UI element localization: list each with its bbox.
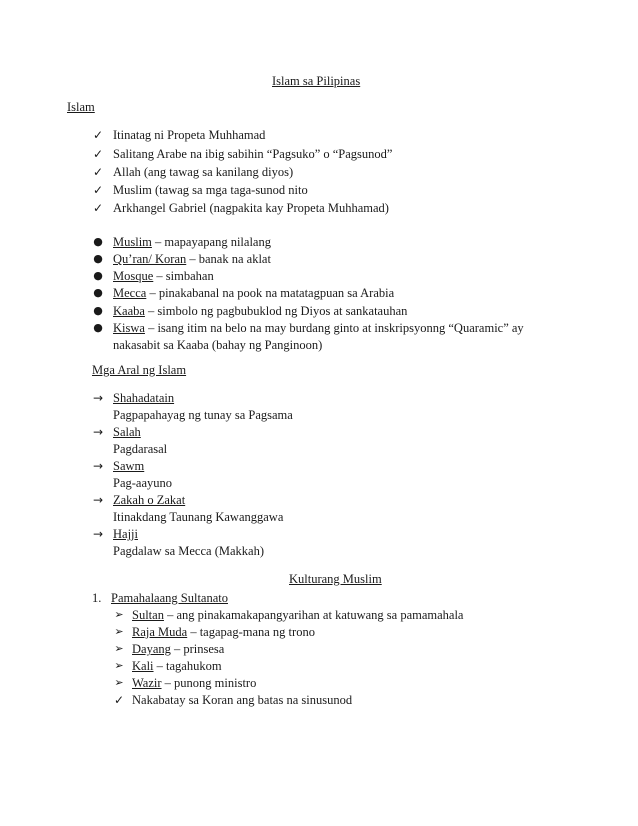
arrow-right-icon: →	[92, 391, 104, 405]
arrow-right-icon: →	[92, 425, 104, 439]
term-definition: – pinakabanal na pook na matatagpuan sa Arabia	[146, 286, 395, 300]
diamond-arrow-icon: ➢	[114, 642, 124, 655]
aral-heading: Mga Aral ng Islam	[92, 363, 187, 377]
arrow-right-icon: →	[92, 459, 104, 473]
term: Mecca	[113, 286, 147, 300]
term: Kaaba	[113, 304, 145, 318]
page-title: Islam sa Pilipinas	[272, 74, 361, 88]
term-definition: – mapayapang nilalang	[151, 235, 271, 249]
term-definition: – prinsesa	[170, 642, 225, 656]
check-icon: ✓	[92, 128, 104, 142]
term-definition: – isang itim na belo na may burdang ginto at inskripsyonng “Quaramic” ay	[144, 321, 524, 335]
term-definition: – simbolo ng pagbubuklod ng Diyos at sankatauhan	[144, 304, 408, 318]
document-page: Islam sa Pilipinas Islam ✓ Itinatag ni Propeta Muhhamad ✓ Salitang Arabe na ibig sabihin “Pagsuko” o “Pagsunod” ✓ Allah (ang tawag sa kanilang diyos) ✓ Muslim (tawag sa mga taga-sunod nito ✓ Arkhangel Gabriel (nagpakita kay Propeta Muhhamad) ● Muslim – mapayapang nilalang ● Qu’ran/ Koran – banak na aklat ● Mosque – simbahan ● Mecca – pinakabanal na pook na matatagpuan sa Arabia ● Kaaba – simbolo ng pagbubuklod ng Diyos at sankatauhan ● Kiswa – isang itim na belo na may burdang ginto at inskripsyonng “Quaramic” ay nakasabit sa Kaaba (bahay ng Panginoon) Mga Aral ng Islam → Shahadatain Pagpapahayag ng tunay sa Pagsama → Salah Pagdarasal → Sawm Pag-aayuno → Zakah o Zakat Itinakdang Taunang Kawanggawa → Hajji Pagdalaw sa Mecca (Makkah) Kulturang Muslim 1. Pamahalaang Sultanato ➢ Sultan – ang pinakamakapangyarihan at katuwang sa pamamahala ➢ Raja Muda – tagapag-mana ng trono ➢ Dayang – prinsesa ➢ Kali – tagahukom ➢ Wazir – punong ministro ✓ Nakabatay sa Koran ang batas na sinusunod	[67, 74, 524, 707]
term: Muslim	[113, 235, 152, 249]
diamond-arrow-icon: ➢	[114, 659, 124, 672]
check-icon: ✓	[92, 165, 104, 179]
term-definition: – banak na aklat	[186, 252, 271, 266]
term: Raja Muda	[132, 625, 188, 639]
term: Mosque	[113, 269, 154, 283]
term: Kali	[132, 659, 154, 673]
check-icon: ✓	[113, 693, 125, 707]
check-icon: ✓	[92, 147, 104, 161]
arrow-right-icon: →	[92, 527, 104, 541]
term: Dayang	[132, 642, 171, 656]
bullet-icon: ●	[93, 321, 103, 334]
diamond-arrow-icon: ➢	[114, 625, 124, 638]
term-definition-continued: nakasabit sa Kaaba (bahay ng Panginoon)	[113, 338, 323, 352]
check-icon: ✓	[92, 183, 104, 197]
term-definition: – tagapag-mana ng trono	[187, 625, 315, 639]
bullet-icon: ●	[93, 304, 103, 317]
term-definition: – ang pinakamakapangyarihan at katuwang sa pamamahala	[163, 608, 464, 622]
kultura-note: Nakabatay sa Koran ang batas na sinusunod	[132, 693, 353, 707]
term: Wazir	[132, 676, 162, 690]
section-islam-heading: Islam	[67, 100, 95, 114]
list-number: 1.	[92, 591, 102, 605]
term-definition: – tagahukom	[153, 659, 222, 673]
bullet-icon: ●	[93, 235, 103, 248]
bullet-icon: ●	[93, 286, 103, 299]
bullet-icon: ●	[93, 252, 103, 265]
diamond-arrow-icon: ➢	[114, 676, 124, 689]
kultura-heading: Kulturang Muslim	[289, 572, 382, 586]
term: Kiswa	[113, 321, 145, 335]
check-icon: ✓	[92, 201, 104, 215]
term: Qu’ran/ Koran	[113, 252, 187, 266]
arrow-right-icon: →	[92, 493, 104, 507]
kultura-subheading: Pamahalaang Sultanato	[111, 591, 228, 605]
bullet-icon: ●	[93, 269, 103, 282]
term-definition: – simbahan	[153, 269, 214, 283]
term-definition: – punong ministro	[161, 676, 257, 690]
term: Sultan	[132, 608, 164, 622]
diamond-arrow-icon: ➢	[114, 608, 124, 621]
